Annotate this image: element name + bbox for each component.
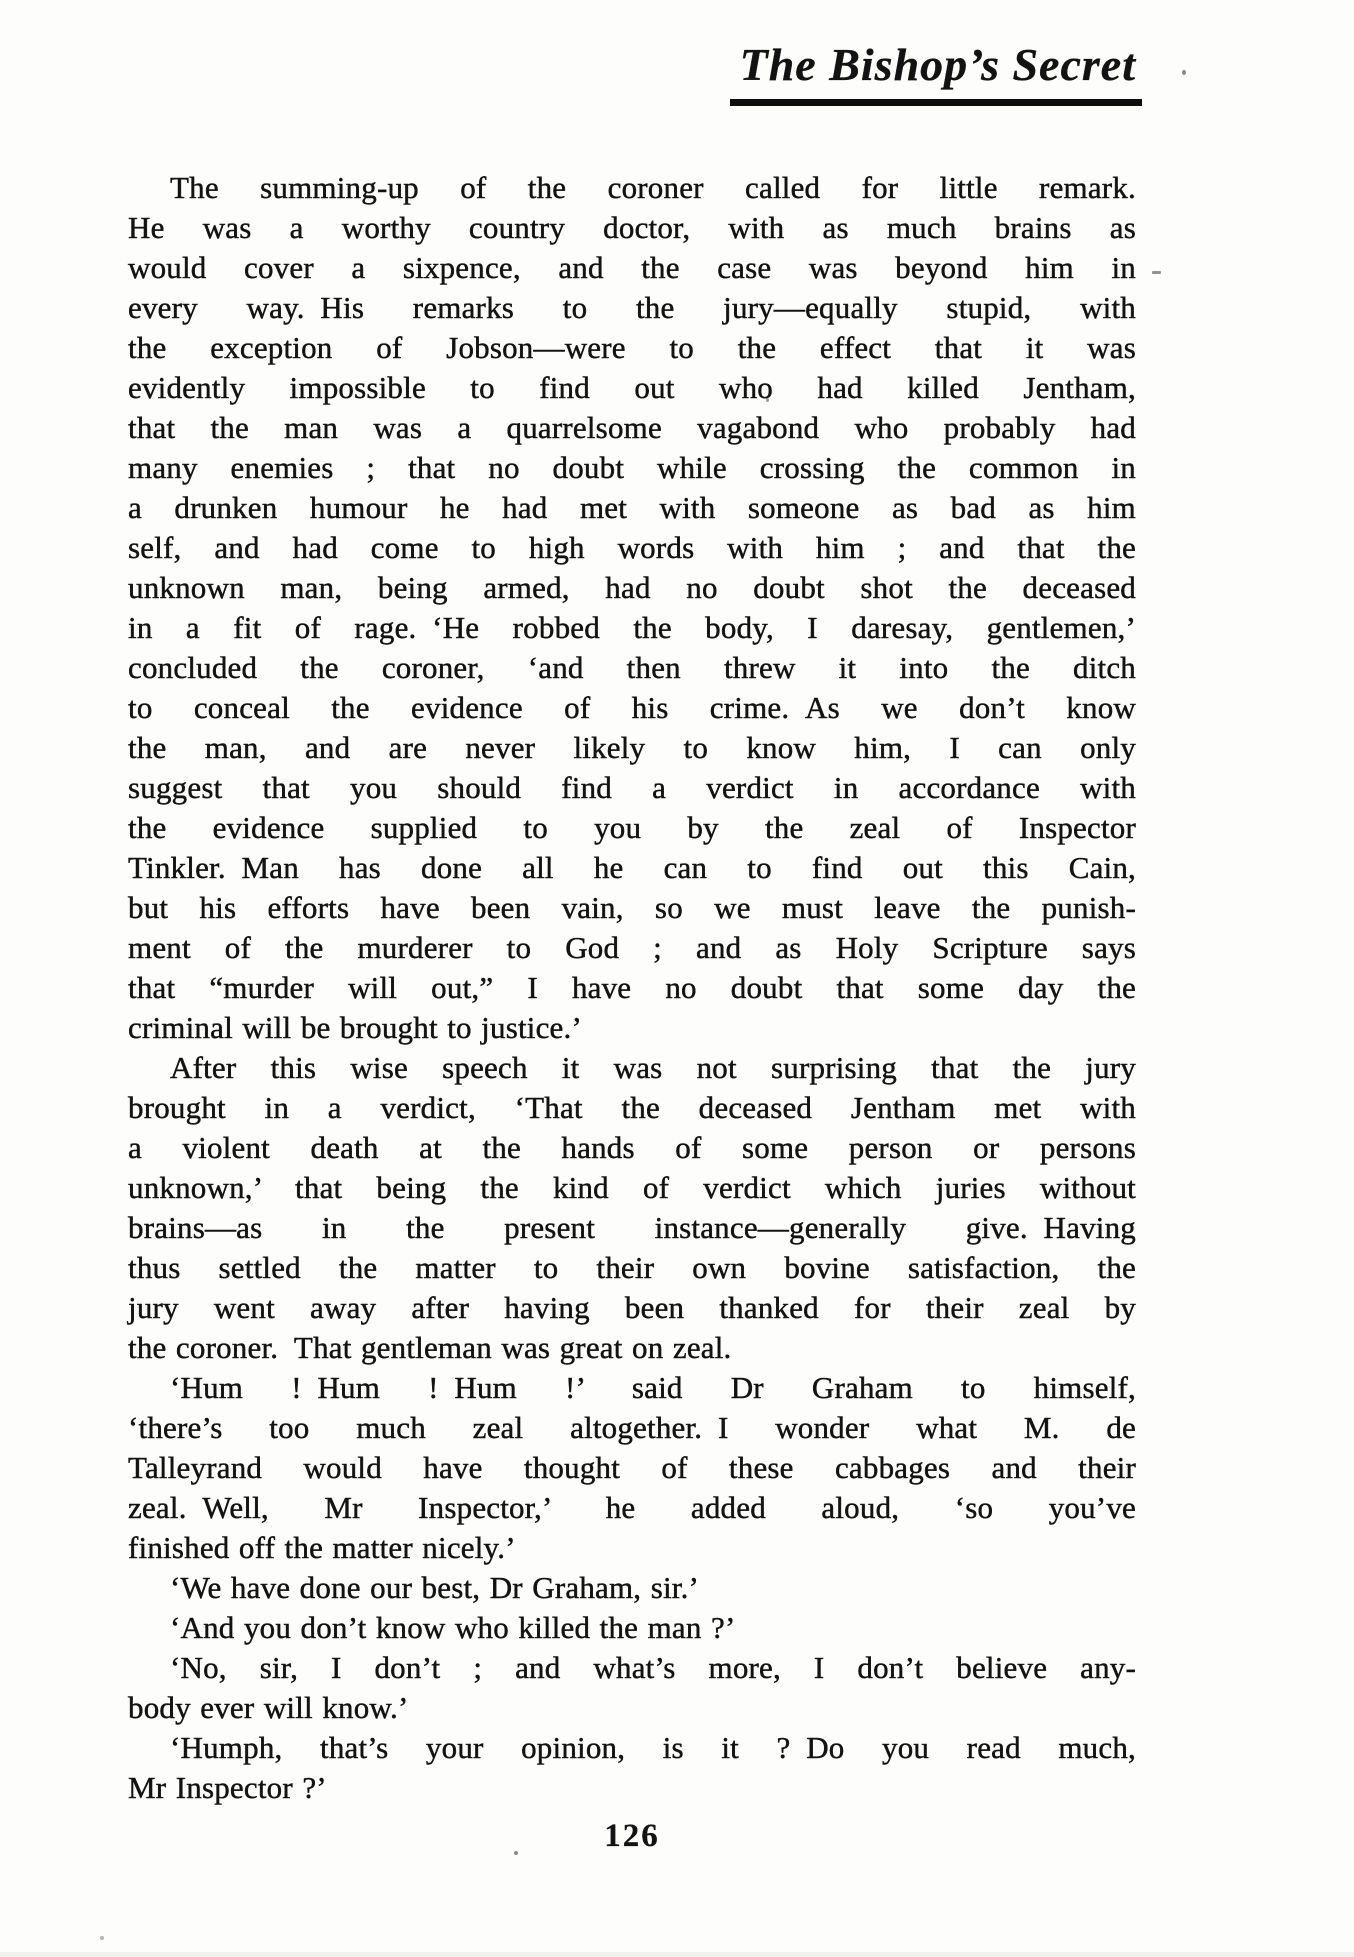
text-line: ment of the murderer to God ; and as Holy Scripture says [128,930,1136,965]
text-line: jury went away after having been thanked for their zeal by [128,1290,1136,1325]
text-line: brought in a verdict, ‘That the deceased Jentham met with [128,1090,1136,1125]
text-line: that “murder will out,” I have no doubt that some day the [128,970,1136,1005]
text-line: He was a worthy country doctor, with as much brains as [128,210,1136,245]
scan-edge-shadow [0,1952,1354,1957]
text-line: suggest that you should find a verdict in accordance with [128,770,1136,805]
text-line: zeal. Well, Mr Inspector,’ he added aloud, ‘so you’ve [128,1490,1136,1525]
text-line: body ever will know.’ [128,1690,409,1725]
text-line: a violent death at the hands of some person or persons [128,1130,1136,1165]
running-header-title: The Bishop’s Secret [730,42,1142,106]
page-body [128,168,1136,1808]
text-line: the coroner. That gentleman was great on zeal. [128,1330,732,1365]
text-line: in a fit of rage. ‘He robbed the body, I daresay, gentlemen,’ [128,610,1136,645]
text-line: ‘there’s too much zeal altogether. I wonder what M. de [128,1410,1136,1445]
page-number: 126 [604,1818,660,1854]
text-line: the man, and are never likely to know him, I can only [128,730,1136,765]
text-line: Mr Inspector ?’ [128,1770,327,1805]
scan-speck [1152,271,1161,274]
text-line: many enemies ; that no doubt while crossing the common in [128,450,1136,485]
text-line: The summing-up of the coroner called for little remark. [170,170,1136,205]
text-line: thus settled the matter to their own bovine satisfaction, the [128,1250,1136,1285]
text-line: After this wise speech it was not surprising that the jury [170,1050,1136,1085]
running-header [730,39,1142,106]
scan-speck [1182,70,1186,75]
text-line: would cover a sixpence, and the case was beyond him in [128,250,1136,285]
text-line: unknown,’ that being the kind of verdict which juries without [128,1170,1136,1205]
text-line: but his efforts have been vain, so we must leave the punish- [128,890,1136,925]
text-line: every way. His remarks to the jury—equally stupid, with [128,290,1136,325]
text-line: ‘Humph, that’s your opinion, is it ? Do you read much, [170,1730,1136,1765]
text-line: a drunken humour he had met with someone as bad as him [128,490,1136,525]
text-line: the evidence supplied to you by the zeal of Inspector [128,810,1136,845]
text-line: unknown man, being armed, had no doubt shot the deceased [128,570,1136,605]
text-line: finished off the matter nicely.’ [128,1530,516,1565]
text-line: criminal will be brought to justice.’ [128,1010,582,1045]
text-line: the exception of Jobson—were to the effect that it was [128,330,1136,365]
text-line: to conceal the evidence of his crime. As we don’t know [128,690,1136,725]
text-line: Tinkler. Man has done all he can to find out this Cain, [128,850,1136,885]
scan-speck [100,1936,104,1940]
text-line: ‘Hum ! Hum ! Hum !’ said Dr Graham to himself, [170,1370,1136,1405]
text-line: concluded the coroner, ‘and then threw it into the ditch [128,650,1136,685]
text-line: ‘And you don’t know who killed the man ?’ [170,1610,736,1645]
scan-speck [766,398,769,402]
text-line: that the man was a quarrelsome vagabond who probably had [128,410,1136,445]
text-line: brains—as in the present instance—generally give. Having [128,1210,1136,1245]
text-line: self, and had come to high words with him ; and that the [128,530,1136,565]
text-line: evidently impossible to find out who had killed Jentham, [128,370,1136,405]
text-line: Talleyrand would have thought of these cabbages and their [128,1450,1136,1485]
text-line: ‘No, sir, I don’t ; and what’s more, I don’t believe any- [170,1650,1136,1685]
scan-speck [514,1851,518,1855]
text-line: ‘We have done our best, Dr Graham, sir.’ [170,1570,700,1605]
